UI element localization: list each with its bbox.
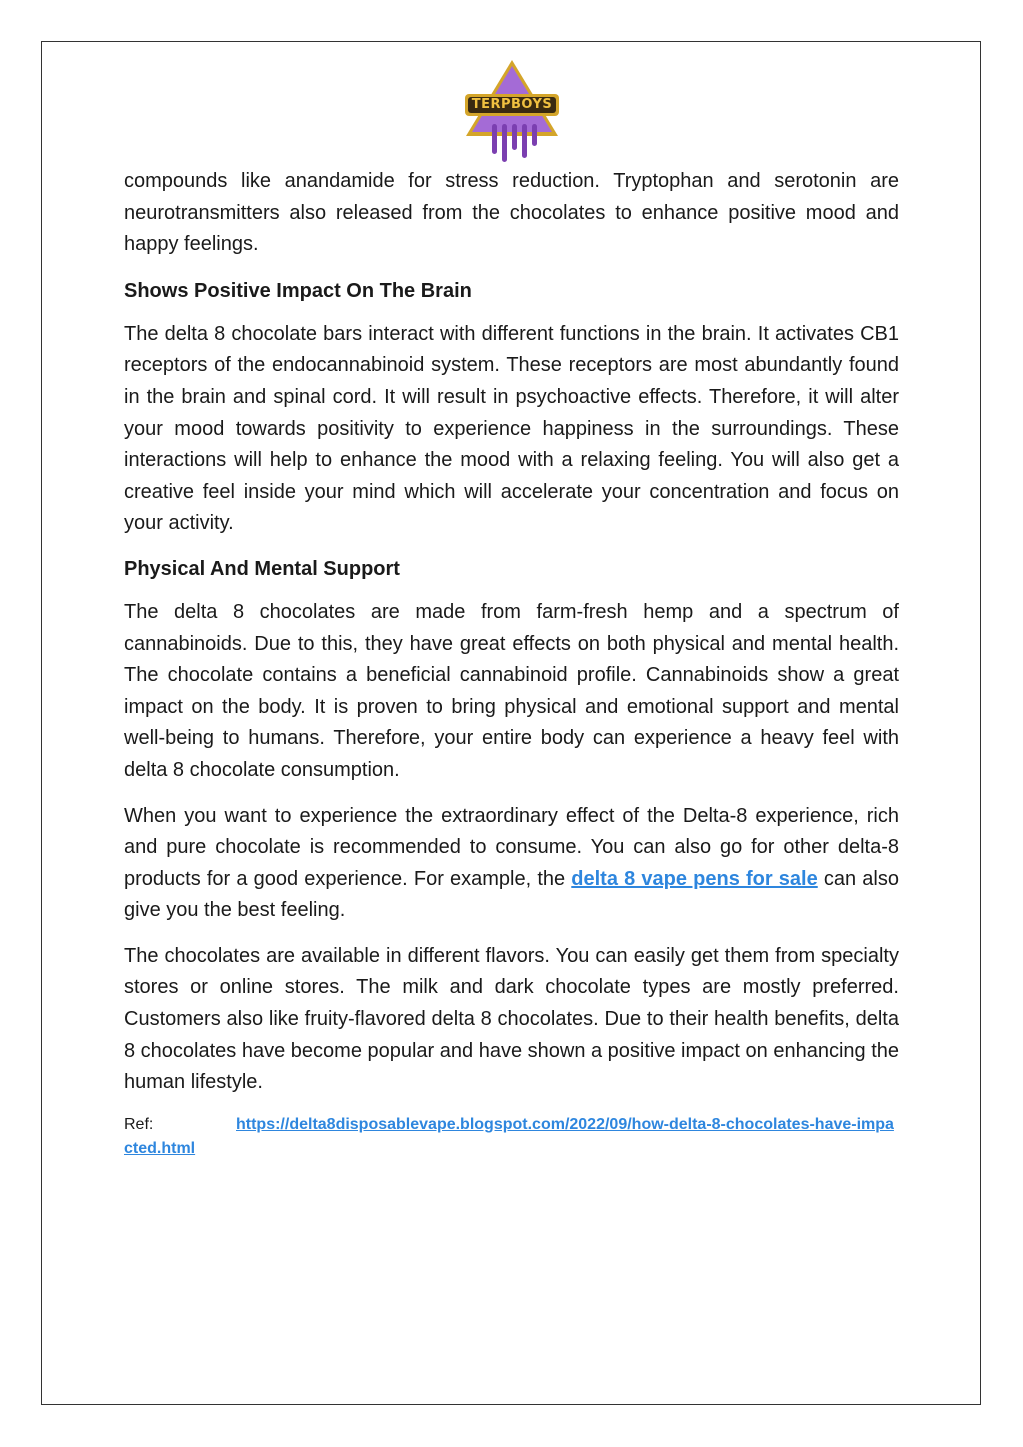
paragraph-brain-impact: The delta 8 chocolate bars interact with different functions in the brain. It activates CB1 receptors of the endocannabinoid system. These receptors are most abundantly found in the brain and spinal cord. It will result in psychoactive effects. Therefore, it will alter your mood towards positivity to experience happiness in the surroundings. These interactions will help to enhance the mood with a relaxing feeling. You will also get a creative feel inside your mind which will accelerate your concentration and focus on your activity. [124,322,899,535]
article-body [124,166,899,1161]
paragraph-vape-pens-text-before: When you want to experience the extraordinary effect of the Delta-8 experience, rich and pure chocolate is recommended to consume. You can also go for other delta-8 products for a good experience. For example, the [124,804,899,890]
heading-physical-mental: Physical And Mental Support [124,557,400,580]
paragraph-vape-pens [124,801,899,927]
paragraph-vape-pens-text-after: can also give you the best feeling. [124,867,899,922]
terpboys-logo-icon [462,58,562,166]
paragraph-flavors: The chocolates are available in different flavors. You can easily get them from specialty stores or online stores. The milk and dark chocolate types are mostly preferred. Customers also like fruity-flavored delta 8 chocolates. Due to their health benefits, delta 8 chocolates have become popular and have shown a positive impact on enhancing the human lifestyle. [124,944,899,1094]
vape-pens-link[interactable]: delta 8 vape pens for sale [571,867,818,890]
reference-link[interactable]: https://delta8disposablevape.blogspot.com/2022/09/how-delta-8-chocolates-have-impacted.html [124,1115,894,1157]
paragraph-physical-mental: The delta 8 chocolates are made from farm-fresh hemp and a spectrum of cannabinoids. Due to this, they have great effects on both physical and mental health. The chocolate contains a beneficial cannabinoid profile. Cannabinoids show a great impact on the body. It is proven to bring physical and emotional support and mental well-being to humans. Therefore, your entire body can experience a heavy feel with delta 8 chocolate consumption. [124,600,899,781]
reference [124,1113,899,1161]
reference-label: Ref: [124,1115,154,1133]
heading-brain-impact: Shows Positive Impact On The Brain [124,279,472,302]
logo-text: TERPBOYS [471,97,553,112]
paragraph-intro: compounds like anandamide for stress reduction. Tryptophan and serotonin are neurotransmitters also released from the chocolates to enhance positive mood and happy feelings. [124,170,899,256]
